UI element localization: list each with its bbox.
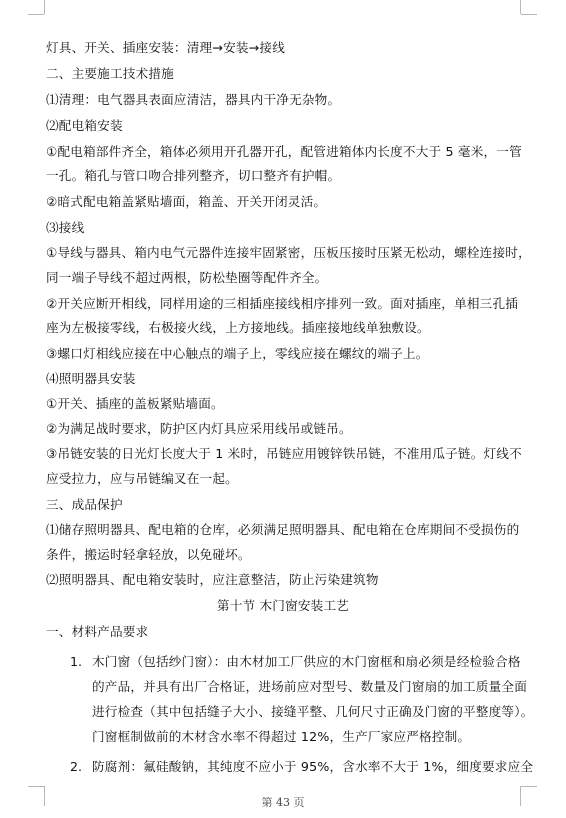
list-number: 2. [70, 759, 83, 774]
crop-mark-top-left-h [28, 14, 44, 15]
crop-mark-top-right [520, 0, 521, 14]
section-title: 第十节 木门窗安装工艺 [216, 598, 350, 613]
subheading: ⑶接线 [46, 220, 85, 235]
text-line: 一孔。箱孔与管口吻合排列整齐，切口整齐有护帽。 [46, 168, 341, 183]
text-line: ②开关应断开相线，同样用途的三相插座接线相序排列一致。面对插座，单相三孔插 [46, 296, 519, 311]
text-line: ①配电箱部件齐全，箱体必须用开孔器开孔，配管进箱体内长度不大于 5 毫米，一管 [46, 144, 522, 159]
text-line: ⑴清理：电气器具表面应清洁，器具内干净无杂物。 [46, 92, 341, 107]
text-line: 同一端子导线不超过两根，防松垫圈等配件齐全。 [46, 270, 328, 285]
crop-mark-top-right-h [521, 14, 537, 15]
list-item-line: 门窗框制做前的木材含水率不得超过 12%，生产厂家应严格控制。 [92, 729, 471, 744]
subheading: ⑷照明器具安装 [46, 371, 136, 386]
text-line: ①导线与器具、箱内电气元器件连接牢固紧密，压板压接时压紧无松动，螺栓连接时， [46, 245, 531, 260]
text-line: 灯具、开关、插座安装：清理→安装→接线 [46, 40, 285, 55]
text-line: ⑵照明器具、配电箱安装时，应注意整洁，防止污染建筑物 [46, 572, 379, 587]
list-item-line: 的产品，并具有出厂合格证，进场前应对型号、数量及门窗扇的加工质量全面 [92, 679, 527, 694]
text-line: 应受拉力，应与吊链编叉在一起。 [46, 471, 238, 486]
heading-construction-measures: 二、主要施工技术措施 [46, 66, 174, 81]
list-item-line: 进行检查（其中包括缝子大小、接缝平整、几何尺寸正确及门窗的平整度等）。 [92, 704, 534, 719]
heading-product-protection: 三、成品保护 [46, 497, 123, 512]
list-number: 1. [70, 654, 83, 669]
page-number-footer: 第 43 页 [261, 796, 305, 809]
text-line: ③螺口灯相线应接在中心触点的端子上，零线应接在螺纹的端子上。 [46, 346, 429, 361]
list-item-line: 防腐剂：氟硅酸钠，其纯度不应小于 95%，含水率不大于 1%，细度要求应全 [92, 759, 534, 774]
text-line: 座为左极接零线，右极接火线，上方接地线。插座接地线单独敷设。 [46, 320, 430, 335]
text-line: ③吊链安装的日光灯长度大于 1 米时，吊链应用镀锌铁吊链，不准用瓜子链。灯线不 [46, 446, 522, 461]
text-line: ⑴储存照明器具、配电箱的仓库，必须满足照明器具、配电箱在仓库期间不受损伤的 [46, 522, 520, 537]
crop-mark-bottom-left-h [28, 786, 44, 787]
subsection-heading: 一、材料产品要求 [46, 624, 149, 639]
crop-mark-top-left [44, 0, 45, 14]
subheading: ⑵配电箱安装 [46, 118, 123, 133]
text-line: 条件，搬运时轻拿轻放，以免碰坏。 [46, 547, 251, 562]
list-item-line: 木门窗（包括纱门窗）：由木材加工厂供应的木门窗框和扇必须是经检验合格 [92, 654, 521, 669]
text-line: ①开关、插座的盖板紧贴墙面。 [46, 396, 224, 411]
text-line: ②暗式配电箱盖紧贴墙面，箱盖、开关开闭灵活。 [46, 194, 327, 209]
text-line: ②为满足战时要求，防护区内灯具应采用线吊或链吊。 [46, 421, 352, 436]
crop-mark-bottom-right-h [521, 786, 537, 787]
